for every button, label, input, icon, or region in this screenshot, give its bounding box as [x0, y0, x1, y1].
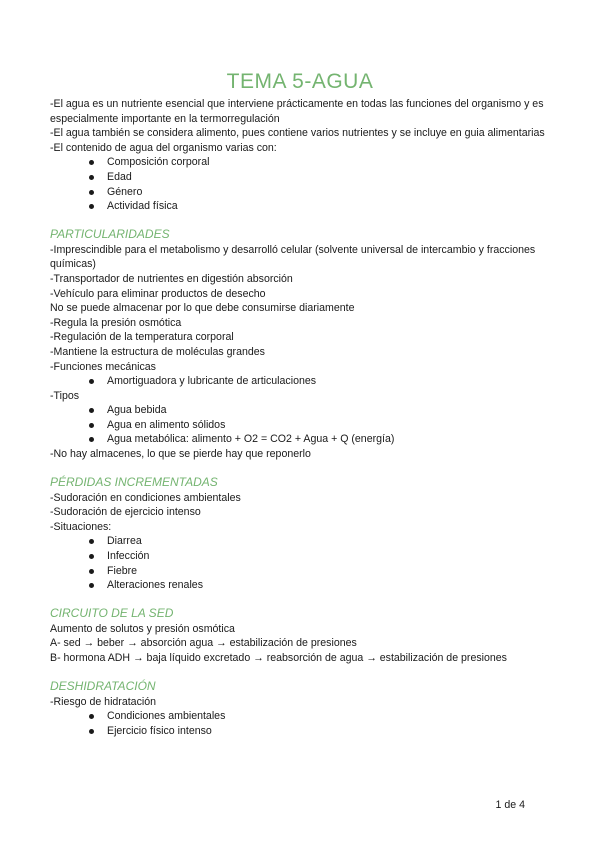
body-line: -Mantiene la estructura de moléculas grandes	[50, 345, 265, 358]
list-item: Infección	[88, 549, 570, 564]
situaciones-bullet-list	[50, 534, 570, 592]
intro-bullet-list	[50, 155, 570, 213]
body-line: -Tipos	[50, 389, 80, 402]
riesgo-bullet-list	[50, 709, 570, 738]
list-item: Condiciones ambientales	[88, 709, 570, 724]
list-item: Diarrea	[88, 534, 570, 549]
section-heading-particularidades: PARTICULARIDADES	[50, 226, 170, 241]
section-heading-circuito: CIRCUITO DE LA SED	[50, 605, 174, 620]
list-item: Amortiguadora y lubricante de articulaciones	[88, 374, 570, 389]
intro-line: -El agua es un nutriente esencial que interviene prácticamente en todas las funciones del organismo y es especialmente importante en la termorregulación	[50, 98, 544, 125]
tipos-bullet-list	[50, 403, 570, 447]
body-line: -Sudoración en condiciones ambientales	[50, 491, 241, 504]
body-line: -Riesgo de hidratación	[50, 695, 156, 708]
body-line: -Vehículo para eliminar productos de desecho	[50, 287, 266, 300]
section-heading-deshidratacion: DESHIDRATACIÓN	[50, 678, 156, 693]
list-item: Agua bebida	[88, 403, 570, 418]
list-item: Agua metabólica: alimento + O2 = CO2 + Agua + Q (energía)	[88, 432, 570, 447]
body-line: -Funciones mecánicas	[50, 360, 156, 373]
intro-line: -El agua también se considera alimento, pues contiene varios nutrientes y se incluye en guia alimentarias	[50, 127, 545, 140]
body-line: -Sudoración de ejercicio intenso	[50, 506, 201, 519]
list-item: Edad	[88, 170, 570, 185]
body-line: -Regula la presión osmótica	[50, 316, 182, 329]
body-line: -Regulación de la temperatura corporal	[50, 331, 234, 344]
list-item: Composición corporal	[88, 155, 570, 170]
body-line: A- sed → beber → absorción agua → estabilización de presiones	[50, 637, 357, 650]
body-line: B- hormona ADH → baja líquido excretado → reabsorción de agua → estabilización de presiones	[50, 652, 507, 664]
funciones-bullet-list	[50, 374, 570, 389]
list-item: Actividad física	[88, 199, 570, 214]
list-item: Género	[88, 185, 570, 200]
list-item: Agua en alimento sólidos	[88, 418, 570, 433]
section-heading-perdidas: PÉRDIDAS INCREMENTADAS	[50, 474, 218, 489]
intro-line: -El contenido de agua del organismo varias con:	[50, 141, 277, 154]
body-line: -Transportador de nutrientes en digestión absorción	[50, 272, 293, 285]
document-body	[50, 97, 570, 738]
page-number: 1 de 4	[495, 799, 525, 811]
list-item: Ejercicio físico intenso	[88, 724, 570, 739]
body-line: No se puede almacenar por lo que debe consumirse diariamente	[50, 302, 355, 315]
body-line: -Situaciones:	[50, 520, 112, 533]
page-title: TEMA 5-AGUA	[226, 70, 374, 93]
list-item: Alteraciones renales	[88, 578, 570, 593]
body-line: -No hay almacenes, lo que se pierde hay que reponerlo	[50, 448, 311, 461]
body-line: -Imprescindible para el metabolismo y desarrolló celular (solvente universal de intercambio y fracciones químicas)	[50, 243, 536, 271]
list-item: Fiebre	[88, 564, 570, 579]
body-line: Aumento de solutos y presión osmótica	[50, 622, 235, 635]
